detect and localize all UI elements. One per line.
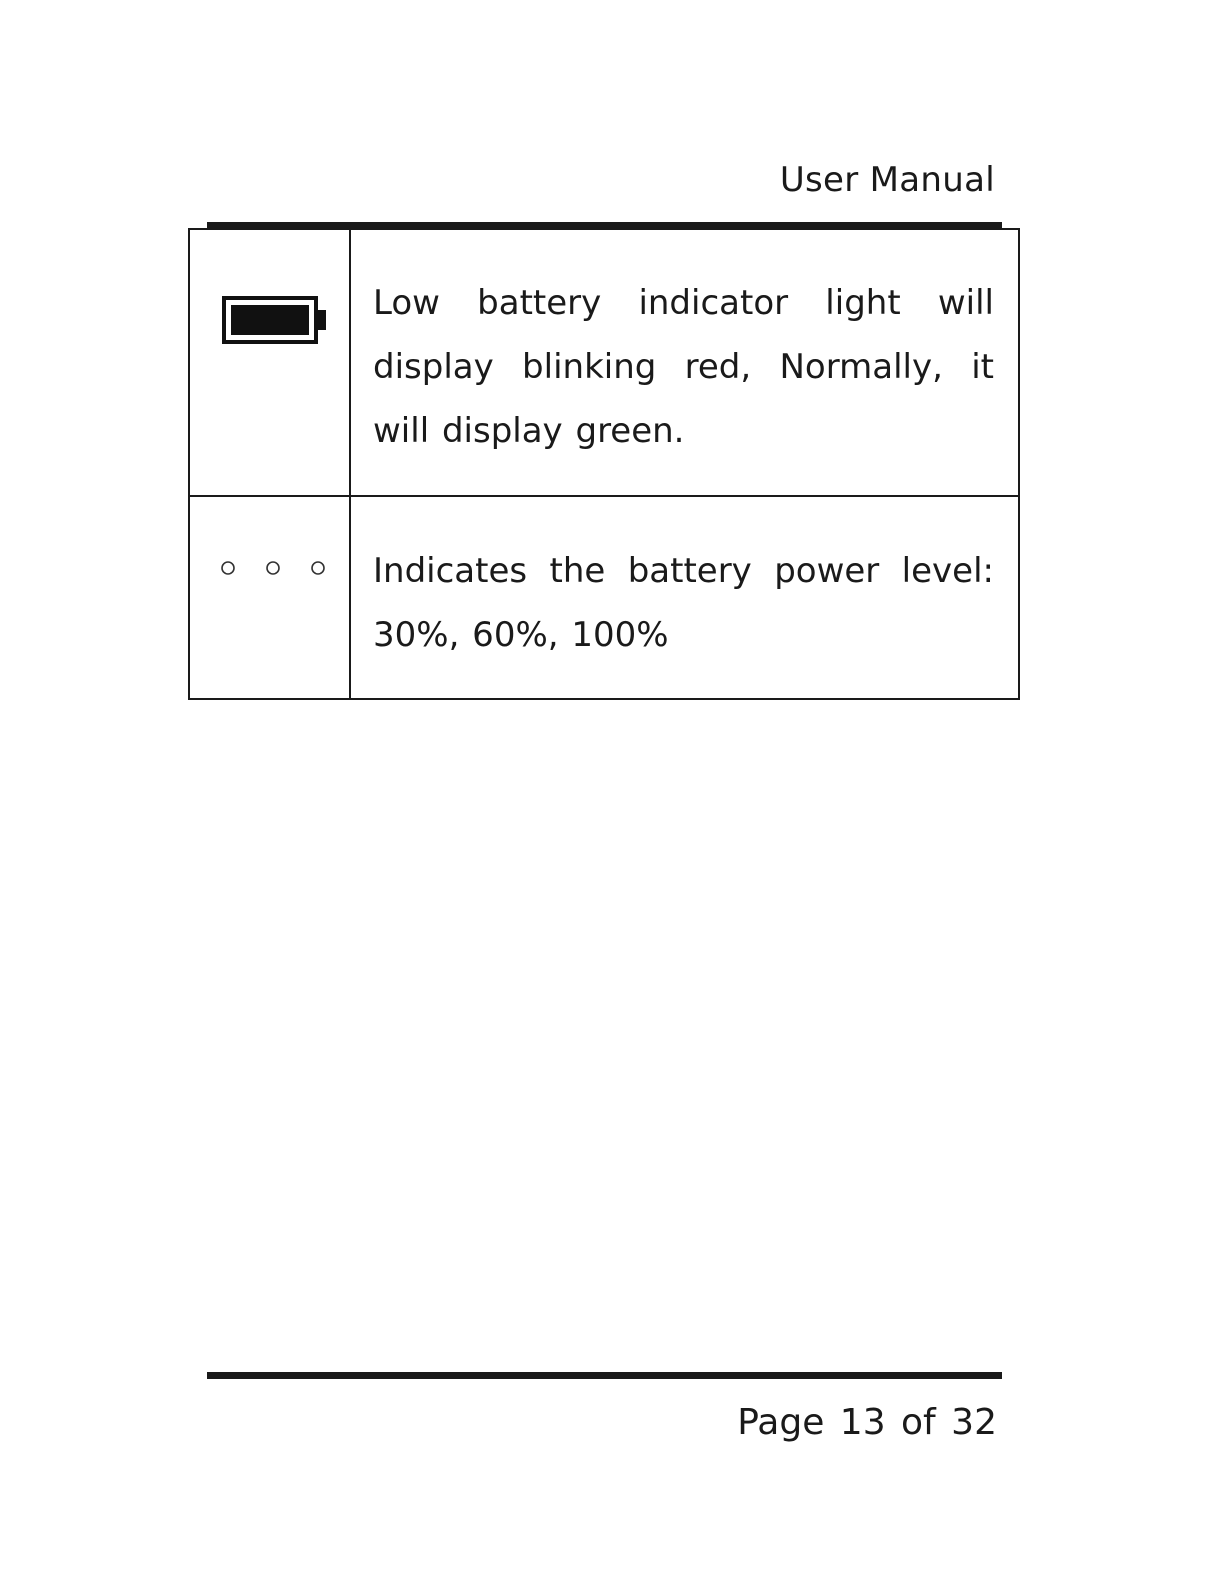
description-cell	[350, 229, 1019, 496]
power-level-dots-icon	[218, 556, 328, 580]
description-cell	[350, 496, 1019, 699]
table-row	[189, 229, 1019, 496]
page-header-title: User Manual	[779, 160, 995, 200]
footer-divider	[207, 1372, 1002, 1379]
level-dot-icon	[267, 562, 279, 574]
power-level-description: Indicates the battery power level: 30%, 60%, 100%	[373, 551, 994, 655]
icon-cell	[189, 496, 350, 699]
table-row	[189, 496, 1019, 699]
indicator-table	[188, 228, 1020, 700]
page-number: Page 13 of 32	[737, 1402, 997, 1443]
level-dot-icon	[312, 562, 324, 574]
battery-icon	[221, 295, 333, 345]
icon-cell	[189, 229, 350, 496]
level-dot-icon	[222, 562, 234, 574]
battery-indicator-description: Low battery indicator light will display blinking red, Normally, it will display green.	[373, 283, 994, 451]
